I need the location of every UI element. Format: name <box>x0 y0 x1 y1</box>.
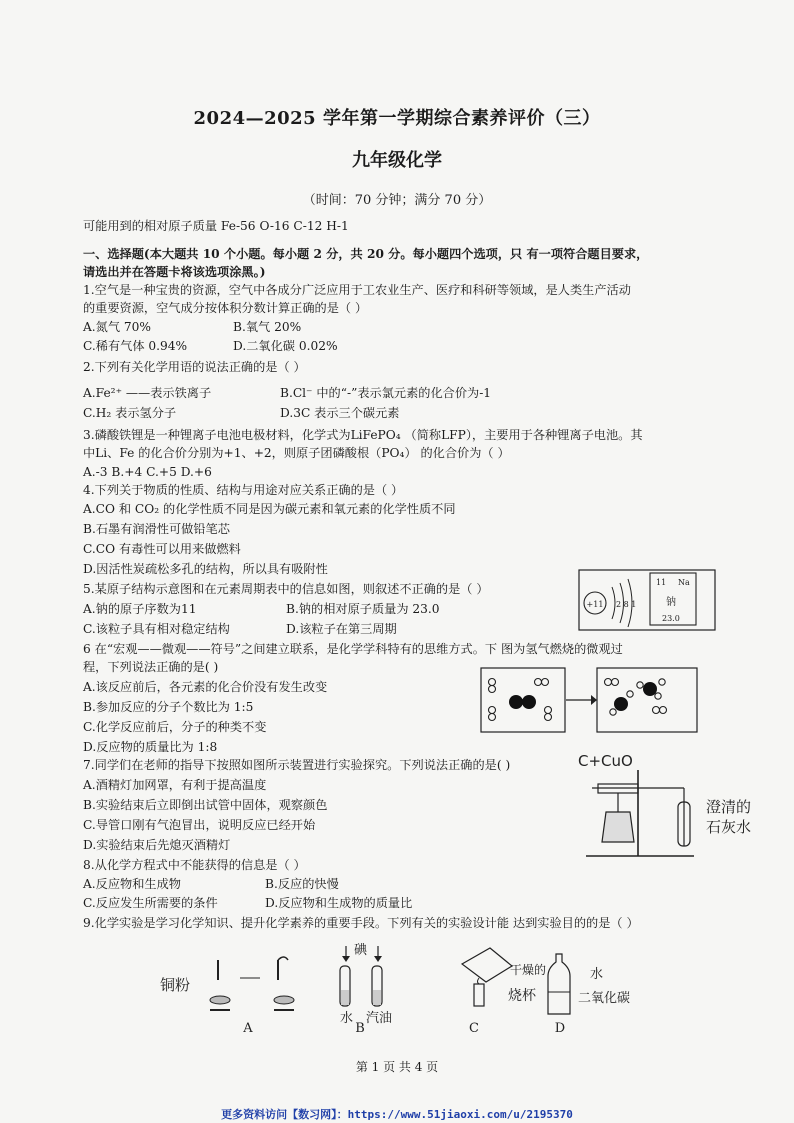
q9-note-beaker: 烧杯 <box>508 988 536 1004</box>
q6-stem-2: 程，下列说法正确的是( ) <box>83 660 219 674</box>
q5-atom-figure <box>578 569 716 631</box>
q9-label-c: C <box>469 1021 479 1036</box>
q4-option-d: D.因活性炭疏松多孔的结构，所以具有吸附性 <box>83 562 328 576</box>
q6-option-a: A.该反应前后，各元素的化合价没有发生改变 <box>83 680 328 694</box>
q4-option-a: A.CO 和 CO₂ 的化学性质不同是因为碳元素和氧元素的化学性质不同 <box>83 502 456 516</box>
time-info: （时间：70 分钟；满分 70 分） <box>302 193 492 208</box>
q5-shell-numbers: 2 8 1 <box>616 600 637 609</box>
q9-note-gasoline: 汽油 <box>366 1011 393 1026</box>
q9-note-iodine: 碘 <box>354 943 368 958</box>
q5-element-symbol: Na <box>678 578 690 587</box>
q4-option-b: B.石墨有润滑性可做铅笔芯 <box>83 522 230 536</box>
q2-option-c: C.H₂ 表示氢分子 <box>83 406 177 420</box>
q2-option-d: D.3C 表示三个碳元素 <box>280 406 400 420</box>
q5-option-c: C.该粒子具有相对稳定结构 <box>83 622 230 636</box>
q8-option-d: D.反应物和生成物的质量比 <box>265 896 413 910</box>
q6-stem-1: 6 在“宏观——微观——符号”之间建立联系，是化学学科特有的思维方式。下 图为氢气燃烧的微观过 <box>83 642 623 656</box>
section1-line2: 请选出并在答题卡将该选项涂黑。) <box>83 265 266 279</box>
q9-note-copper: 铜粉 <box>160 976 191 994</box>
q9-note-co2: 二氧化碳 <box>578 991 631 1006</box>
q5-stem: 5.某原子结构示意图和在元素周期表中的信息如图，则叙述不正确的是（ ） <box>83 582 489 596</box>
q4-option-c: C.CO 有毒性可以用来做燃料 <box>83 542 241 556</box>
q1-option-b: B.氧气 20% <box>233 320 302 334</box>
q8-stem: 8.从化学方程式中不能获得的信息是（ ） <box>83 858 306 872</box>
q7-option-b: B.实验结束后立即倒出试管中固体，观察颜色 <box>83 798 328 812</box>
q2-option-a: A.Fe²⁺ ——表示铁离子 <box>83 386 212 400</box>
q1-stem-2: 的重要资源，空气成分按体积分数计算正确的是（ ） <box>83 301 368 315</box>
q6-option-b: B.参加反应的分子个数比为 1:5 <box>83 700 254 714</box>
q6-option-d: D.反应物的质量比为 1:8 <box>83 740 218 754</box>
q7-limewater-note-2: 石灰水 <box>706 818 752 836</box>
q3-stem-2: 中Li、Fe 的化合价分别为+1、+2，则原子团磷酸根（PO₄） 的化合价为（ ） <box>83 446 510 460</box>
q7-stem: 7.同学们在老师的指导下按照如图所示装置进行实验探究。下列说法正确的是( ) <box>83 758 511 772</box>
q1-option-c: C.稀有气体 0.94% <box>83 339 188 353</box>
q5-atomic-number: 11 <box>656 578 667 587</box>
q3-options: A.-3 B.+4 C.+5 D.+6 <box>83 465 212 479</box>
q7-option-d: D.实验结束后先熄灭酒精灯 <box>83 838 231 852</box>
q1-option-a: A.氮气 70% <box>83 320 152 334</box>
q9-label-b: B <box>355 1021 365 1036</box>
page-number: 第 1 页 共 4 页 <box>355 1060 439 1074</box>
q5-element-name: 钠 <box>666 597 676 608</box>
exam-title: 2024—2025 学年第一学期综合素养评价（三） <box>193 108 601 129</box>
q5-option-a: A.钠的原子序数为11 <box>83 602 197 616</box>
q2-option-b: B.Cl⁻ 中的“-”表示氯元素的化合价为-1 <box>280 386 492 400</box>
q5-atomic-mass: 23.0 <box>662 614 680 623</box>
q1-stem-1: 1.空气是一种宝贵的资源，空气中各成分广泛应用于工农业生产、医疗和科研等领域，是人类生产活动 <box>83 283 631 297</box>
q5-option-b: B.钠的相对原子质量为 23.0 <box>286 602 440 616</box>
q9-note-dry: 干燥的 <box>510 963 547 977</box>
q7-limewater-note-1: 澄清的 <box>706 798 752 816</box>
exam-subtitle: 九年级化学 <box>352 150 442 171</box>
atomic-masses: 可能用到的相对原子质量 Fe-56 O-16 C-12 H-1 <box>83 219 349 233</box>
q7-reactant-note: C+CuO <box>578 752 633 770</box>
promo-link[interactable]: 更多资料访问【数习网】：https://www.51jiaoxi.com/u/2195370 <box>221 1108 573 1121</box>
section1-line1: 一、选择题(本大题共 10 个小题。每小题 2 分，共 20 分。每小题四个选项，只 有一项符合题目要求， <box>83 247 649 261</box>
q2-stem: 2.下列有关化学用语的说法正确的是（ ） <box>83 360 306 374</box>
q9-note-water-d: 水 <box>590 967 604 982</box>
q9-note-water: 水 <box>340 1011 354 1026</box>
q1-option-d: D.二氧化碳 0.02% <box>233 339 338 353</box>
q6-reaction-figure <box>480 666 702 734</box>
q9-experiment-figures <box>160 940 650 1036</box>
q9-stem: 9.化学实验是学习化学知识、提升化学素养的重要手段。下列有关的实验设计能 达到实验目的的是（ ） <box>83 916 639 930</box>
q8-option-a: A.反应物和生成物 <box>83 877 181 891</box>
q6-option-c: C.化学反应前后，分子的种类不变 <box>83 720 267 734</box>
q7-option-a: A.酒精灯加网罩，有利于提高温度 <box>83 778 267 792</box>
q7-apparatus-figure <box>578 750 764 860</box>
q8-option-b: B.反应的快慢 <box>265 877 339 891</box>
q7-option-c: C.导管口刚有气泡冒出，说明反应已经开始 <box>83 818 316 832</box>
q9-label-a: A <box>243 1021 253 1036</box>
q8-option-c: C.反应发生所需要的条件 <box>83 896 218 910</box>
q9-label-d: D <box>554 1021 566 1036</box>
q3-stem-1: 3.磷酸铁锂是一种锂离子电池电极材料，化学式为LiFePO₄ （简称LFP），主要用于各种锂离子电池。其 <box>83 428 643 442</box>
q4-stem: 4.下列关于物质的性质、结构与用途对应关系正确的是（ ） <box>83 483 404 497</box>
q5-nucleus-label: +11 <box>586 600 604 609</box>
q5-option-d: D.该粒子在第三周期 <box>286 622 397 636</box>
